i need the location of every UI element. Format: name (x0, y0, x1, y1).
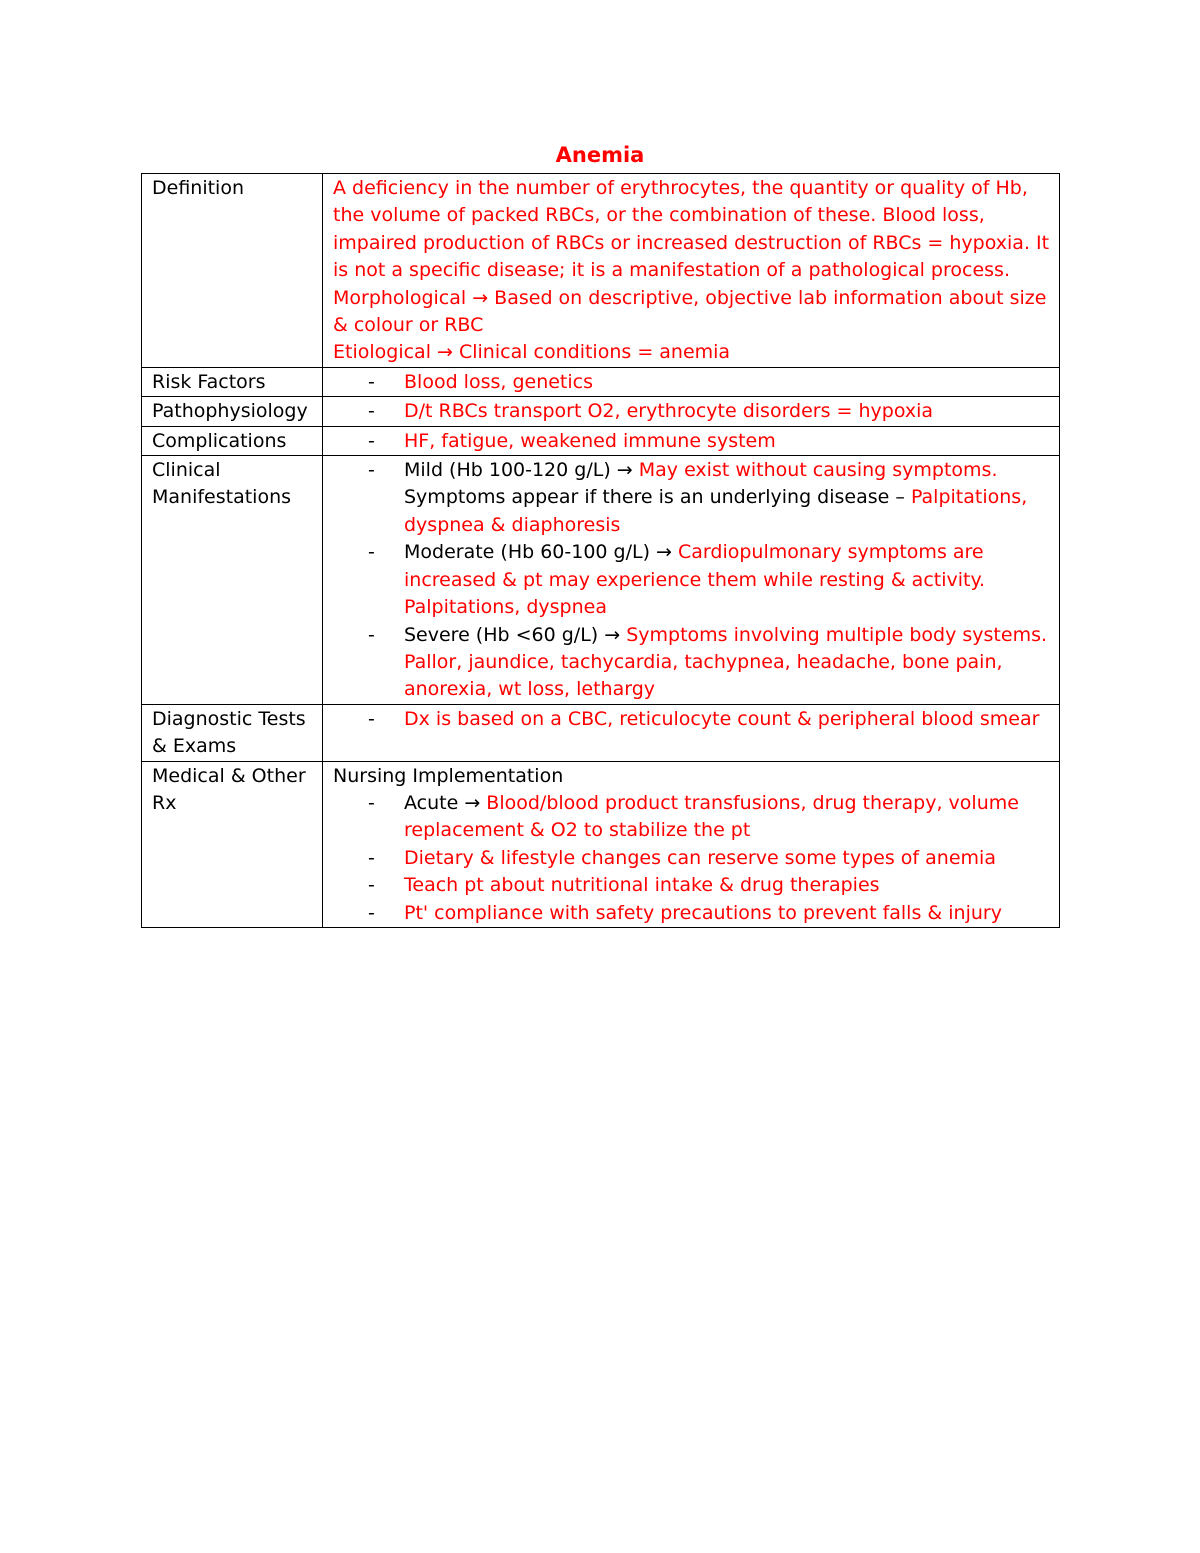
list-item-text: Symptoms involving multiple body systems. Pallor, jaundice, tachycardia, tachypnea, headache, bone pain, anorexia, wt loss, lethargy (404, 623, 1048, 701)
dash-bullet-icon: - (368, 541, 375, 564)
dash-bullet-icon: - (368, 846, 375, 869)
list-item-text: Blood/blood product transfusions, drug therapy, volume replacement & O2 to stabilize the pt (404, 791, 1019, 842)
dash-bullet-icon: - (368, 901, 375, 924)
list-item (333, 706, 1051, 733)
row-content-cell (323, 456, 1060, 705)
dash-bullet-icon: - (368, 459, 375, 482)
severity-label: Moderate (Hb 60-100 g/L) → (404, 541, 678, 564)
list-item-text: Teach pt about nutritional intake & drug therapies (404, 874, 880, 897)
list-item (333, 398, 1051, 425)
dash-bullet-icon: - (368, 400, 375, 423)
dash-bullet-icon: - (368, 623, 375, 646)
list-item-text: Cardiopulmonary symptoms are increased & pt may experience them while resting & activity. Palpitations, dyspnea (404, 541, 986, 619)
row-content-cell (323, 174, 1060, 368)
list-item (333, 457, 1051, 539)
row-label-cell (142, 761, 323, 927)
table-row (142, 704, 1060, 761)
list-item-text: Symptoms appear if there is an underlying disease – (404, 486, 911, 509)
dash-bullet-icon: - (368, 707, 375, 730)
table-row (142, 397, 1060, 426)
bullet-list (333, 398, 1051, 425)
row-label-cell (142, 367, 323, 396)
row-label-cell (142, 704, 323, 761)
row-content-cell (323, 426, 1060, 455)
list-item (333, 845, 1051, 872)
row-label: Definition (152, 177, 245, 199)
list-item (333, 900, 1051, 927)
row-label: Medical & Other Rx (152, 764, 306, 814)
list-item (333, 872, 1051, 899)
row-content-cell (323, 761, 1060, 927)
arrow-right-icon: → (472, 286, 489, 309)
severity-label: Severe (Hb <60 g/L) → (404, 623, 627, 646)
severity-label: Mild (Hb 100-120 g/L) → (404, 459, 639, 482)
list-item (333, 539, 1051, 621)
table-row (142, 367, 1060, 396)
list-item-text: Palpitations, dyspnea & diaphoresis (404, 486, 1028, 536)
etiological-text: Clinical conditions = anemia (452, 341, 731, 364)
bullet-list (333, 457, 1051, 704)
list-item-text: May exist without causing symptoms. (638, 459, 998, 482)
list-item-text: D/t RBCs transport O2, erythrocyte disorders = hypoxia (404, 400, 934, 423)
list-item-text: Blood loss, genetics (404, 370, 593, 393)
section-heading: Nursing Implementation (333, 764, 564, 787)
list-item-text: Dx is based on a CBC, reticulocyte count & peripheral blood smear (404, 707, 1040, 730)
row-content-cell (323, 397, 1060, 426)
list-item (333, 622, 1051, 704)
table-row (142, 761, 1060, 927)
row-label-cell (142, 456, 323, 705)
row-label-cell (142, 174, 323, 368)
table-row (142, 456, 1060, 705)
etiological-line (333, 339, 1051, 366)
row-content-cell (323, 367, 1060, 396)
list-item (333, 369, 1051, 396)
dash-bullet-icon: - (368, 370, 375, 393)
bullet-list (333, 369, 1051, 396)
notes-table (141, 173, 1060, 928)
dash-bullet-icon: - (368, 874, 375, 897)
row-label: Diagnostic Tests & Exams (152, 707, 306, 758)
bullet-list (333, 706, 1051, 733)
bullet-list (333, 790, 1051, 927)
etiological-label: Etiological (333, 341, 438, 364)
row-label: Complications (152, 429, 287, 452)
bullet-list (333, 428, 1051, 455)
morphological-label: Morphological (333, 286, 473, 309)
morphological-line (333, 285, 1051, 340)
dash-bullet-icon: - (368, 429, 375, 452)
list-item (333, 428, 1051, 455)
arrow-right-icon: → (437, 341, 453, 364)
row-label: Risk Factors (152, 370, 266, 393)
row-label: Clinical Manifestations (152, 459, 292, 509)
row-content-cell (323, 704, 1060, 761)
morphological-text: Based on descriptive, objective lab information about size & colour or RBC (333, 286, 1047, 337)
table-row (142, 426, 1060, 455)
table-row (142, 174, 1060, 368)
definition-text: A deficiency in the number of erythrocytes, the quantity or quality of Hb, the volume of packed RBCs, or the combination of these. Blood loss, impaired production of RBCs or increased destruction of RBCs = hypoxia. It is not a specific disease; it is a manifestation of a pathological process. (333, 177, 1050, 282)
dash-bullet-icon: - (368, 791, 375, 814)
list-item-lead: Acute → (404, 791, 487, 814)
row-label-cell (142, 397, 323, 426)
list-item-text: Dietary & lifestyle changes can reserve some types of anemia (404, 846, 996, 869)
row-label-cell (142, 426, 323, 455)
list-item-text: Pt' compliance with safety precautions to prevent falls & injury (404, 901, 1002, 924)
row-label: Pathophysiology (152, 400, 308, 423)
page-title: Anemia (555, 143, 645, 167)
list-item-text: HF, fatigue, weakened immune system (404, 429, 776, 452)
list-item (333, 790, 1051, 845)
